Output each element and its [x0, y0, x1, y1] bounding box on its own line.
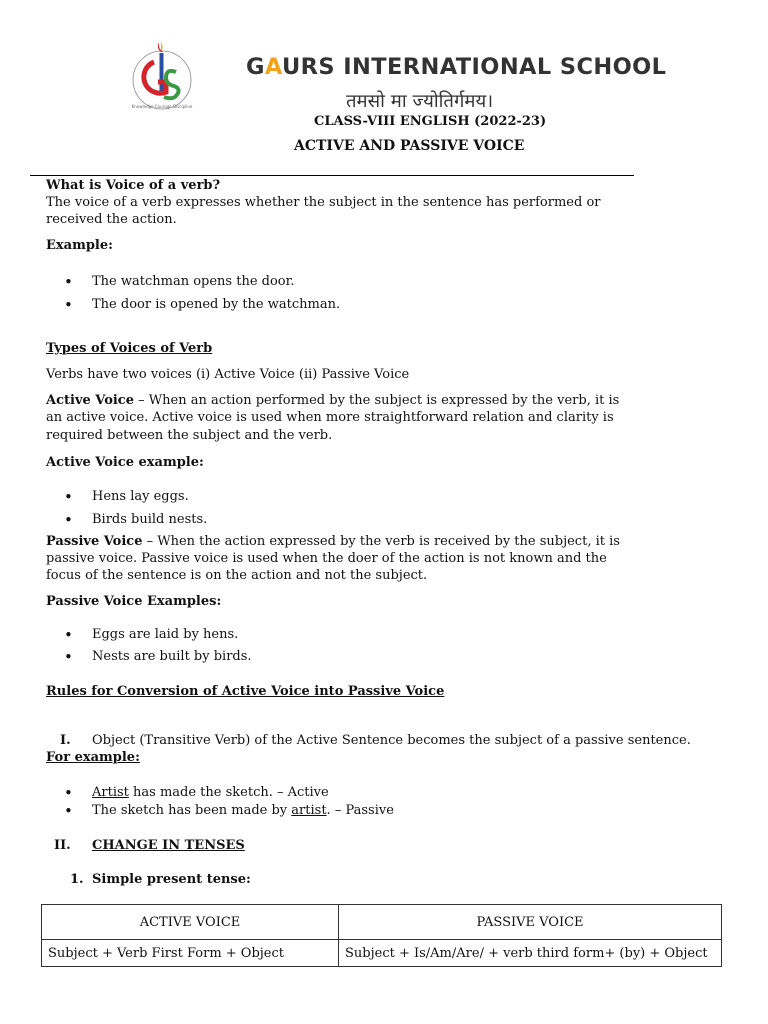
active-voice-line-2: an active voice. Active voice is used when more straightforward relation and clarity is — [46, 410, 614, 425]
active-voice-line-1: Active Voice – When an action performed by the subject is expressed by the verb, it is — [46, 393, 620, 408]
example-label: Example: — [46, 238, 113, 253]
subsection-title: Simple present tense: — [92, 872, 251, 887]
example-item: The watchman opens the door. — [92, 274, 295, 289]
rule-example-passive: The sketch has been made by artist. – Passive — [92, 803, 394, 818]
bullet-icon: • — [64, 784, 73, 802]
active-voice-line-3: required between the subject and the verb. — [46, 428, 333, 443]
types-line: Verbs have two voices (i) Active Voice (ii) Passive Voice — [46, 367, 410, 382]
rule-2-text: CHANGE IN TENSES — [92, 838, 245, 853]
bullet-icon: • — [64, 511, 73, 529]
active-example-label: Active Voice example: — [46, 455, 204, 470]
intro-line-2: received the action. — [46, 212, 177, 227]
passive-example-item: Eggs are laid by hens. — [92, 627, 239, 642]
bullet-icon: • — [64, 648, 73, 666]
bullet-icon: • — [64, 273, 73, 291]
table-cell: Subject + Is/Am/Are/ + verb third form+ (by) + Object — [339, 940, 722, 967]
bullet-icon: • — [64, 488, 73, 506]
school-motto: तमसो मा ज्योतिर्गमय। — [346, 91, 494, 112]
tense-table — [41, 904, 722, 967]
bullet-icon: • — [64, 296, 73, 314]
subsection-number: 1. — [70, 872, 84, 887]
rules-heading: Rules for Conversion of Active Voice into Passive Voice — [46, 684, 445, 699]
types-heading: Types of Voices of Verb — [46, 341, 213, 356]
table-row — [42, 940, 722, 967]
table-header-cell: PASSIVE VOICE — [339, 905, 722, 940]
passive-voice-line-2: passive voice. Passive voice is used when the doer of the action is not known and the — [46, 551, 607, 566]
passive-example-item: Nests are built by birds. — [92, 649, 252, 664]
active-example-item: Birds build nests. — [92, 512, 208, 527]
school-name: GAURS INTERNATIONAL SCHOOL — [246, 54, 667, 80]
rule-example-active: Artist has made the sketch. – Active — [92, 785, 329, 800]
table-header-row — [42, 905, 722, 940]
table-cell: Subject + Verb First Form + Object — [42, 940, 339, 967]
class-line: CLASS-VIII ENGLISH (2022-23) — [314, 114, 547, 129]
rule-2-number: II. — [54, 838, 71, 853]
document-title: ACTIVE AND PASSIVE VOICE — [294, 138, 525, 154]
passive-voice-line-3: focus of the sentence is on the action and not the subject. — [46, 568, 428, 583]
intro-heading: What is Voice of a verb? — [46, 178, 221, 193]
intro-line-1: The voice of a verb expresses whether the subject in the sentence has performed or — [46, 195, 601, 210]
passive-example-label: Passive Voice Examples: — [46, 594, 222, 609]
rule-1-text: Object (Transitive Verb) of the Active Sentence becomes the subject of a passive sentence. — [92, 733, 691, 748]
bullet-icon: • — [64, 802, 73, 820]
active-example-item: Hens lay eggs. — [92, 489, 189, 504]
example-item: The door is opened by the watchman. — [92, 297, 341, 312]
rule-1-number: I. — [60, 733, 71, 748]
for-example-label: For example: — [46, 750, 140, 765]
table-header-cell: ACTIVE VOICE — [42, 905, 339, 940]
bullet-icon: • — [64, 626, 73, 644]
passive-voice-line-1: Passive Voice – When the action expressed by the verb is received by the subject, it is — [46, 534, 620, 549]
school-logo — [124, 40, 200, 112]
header-divider — [30, 175, 634, 176]
logo-ring-text: Knowledge Courage Discipline — [131, 104, 193, 109]
